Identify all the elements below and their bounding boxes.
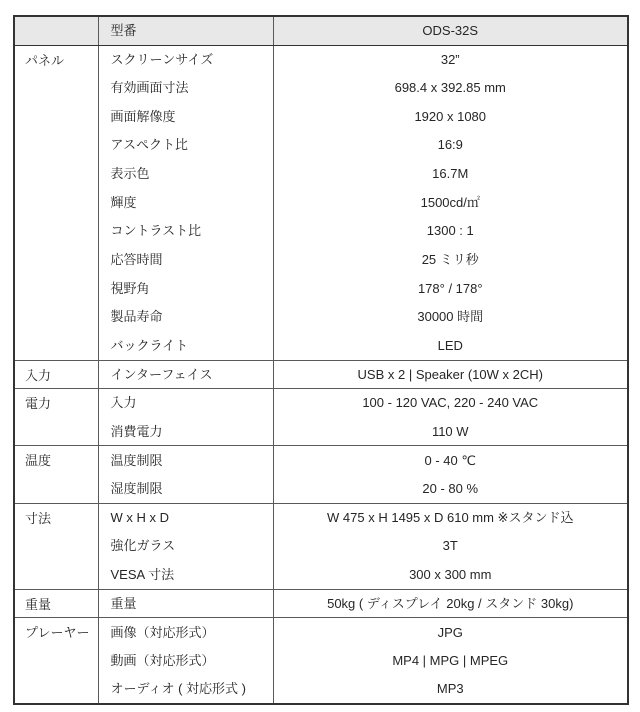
spec-label-cell: 画面解像度	[98, 102, 273, 131]
section-name-cell: 電力	[14, 389, 98, 446]
spec-value-cell: 1300 : 1	[426, 223, 474, 239]
spec-row	[14, 303, 628, 332]
spec-row	[14, 417, 628, 446]
section-name-cell: 寸法	[14, 503, 98, 589]
spec-label-cell: 画像（対応形式）	[98, 618, 273, 647]
spec-label-cell: バックライト	[98, 331, 273, 360]
spec-value-cell: 100 - 120 VAC, 220 - 240 VAC	[273, 389, 628, 418]
spec-label-cell: 有効画面寸法	[98, 74, 273, 103]
spec-label-cell: コントラスト比	[98, 217, 273, 246]
spec-label-cell: 応答時間	[98, 245, 273, 274]
spec-value-cell: 1920 x 1080	[414, 108, 487, 124]
spec-row	[14, 131, 628, 160]
spec-row	[14, 646, 628, 675]
spec-value-cell: LED	[437, 337, 463, 353]
spec-value-cell: 110 W	[431, 423, 469, 439]
spec-label-cell: スクリーンサイズ	[98, 45, 273, 74]
spec-row	[14, 360, 628, 389]
spec-row	[14, 618, 628, 647]
spec-value-cell: 16:9	[437, 137, 463, 153]
spec-row	[14, 45, 628, 74]
section-name-cell: プレーヤー	[14, 618, 98, 704]
spec-value-cell: 50kg ( ディスプレイ 20kg / スタンド 30kg)	[273, 589, 628, 618]
spec-row	[14, 532, 628, 561]
spec-label-cell: アスペクト比	[98, 131, 273, 160]
section-name-cell: 温度	[14, 446, 98, 503]
spec-table-body	[14, 45, 628, 704]
spec-value-cell: JPG	[273, 618, 628, 647]
spec-row	[14, 589, 628, 618]
model-header-row	[14, 16, 628, 45]
spec-label-cell: 表示色	[98, 160, 273, 189]
spec-value-cell: MP3	[436, 681, 464, 697]
spec-row	[14, 274, 628, 303]
spec-value-cell: W 475 x H 1495 x D 610 mm ※スタンド込	[273, 503, 628, 532]
spec-row	[14, 503, 628, 532]
spec-value-cell: 3T	[442, 538, 458, 554]
spec-row	[14, 188, 628, 217]
spec-value-cell: 1500cd/㎡	[420, 194, 480, 210]
model-number-label: 型番	[98, 16, 273, 45]
spec-row	[14, 102, 628, 131]
spec-label-cell: 温度制限	[98, 446, 273, 475]
spec-value-cell: 178° / 178°	[417, 280, 483, 296]
spec-label-cell: 製品寿命	[98, 303, 273, 332]
section-name-cell: 重量	[14, 589, 98, 618]
spec-row	[14, 561, 628, 590]
spec-value-cell: MP4 | MPG | MPEG	[392, 652, 509, 668]
spec-label-cell: 輝度	[98, 188, 273, 217]
spec-value-cell: 25 ミリ秒	[421, 252, 479, 267]
section-name-cell: パネル	[14, 45, 98, 360]
spec-value-cell: 16.7M	[432, 166, 469, 182]
spec-label-cell: インターフェイス	[98, 360, 273, 389]
spec-row	[14, 160, 628, 189]
spec-label-cell: VESA 寸法	[98, 561, 273, 590]
spec-value-cell: 30000 時間	[417, 309, 484, 325]
spec-value-cell: 0 - 40 ℃	[273, 446, 628, 475]
spec-row	[14, 446, 628, 475]
spec-label-cell: 入力	[98, 389, 273, 418]
spec-row	[14, 475, 628, 504]
spec-label-cell: オーディオ ( 対応形式 )	[98, 675, 273, 704]
spec-label-cell: W x H x D	[98, 503, 273, 532]
spec-label-cell: 重量	[98, 589, 273, 618]
product-spec-table	[13, 15, 629, 705]
spec-row	[14, 245, 628, 274]
model-number-value: ODS-32S	[273, 16, 628, 45]
section-name-cell: 入力	[14, 360, 98, 389]
spec-row	[14, 331, 628, 360]
spec-value-cell: 698.4 x 392.85 mm	[394, 80, 506, 96]
spec-row	[14, 389, 628, 418]
spec-label-cell: 湿度制限	[98, 475, 273, 504]
spec-value-cell: 20 - 80 %	[422, 480, 479, 496]
spec-value-cell: 32”	[273, 45, 628, 74]
spec-row	[14, 74, 628, 103]
header-blank-cell	[14, 16, 98, 45]
spec-label-cell: 消費電力	[98, 417, 273, 446]
spec-label-cell: 視野角	[98, 274, 273, 303]
spec-value-cell: USB x 2 | Speaker (10W x 2CH)	[273, 360, 628, 389]
spec-row	[14, 675, 628, 704]
spec-label-cell: 動画（対応形式）	[98, 646, 273, 675]
spec-row	[14, 217, 628, 246]
spec-value-cell: 300 x 300 mm	[409, 566, 492, 582]
spec-label-cell: 強化ガラス	[98, 532, 273, 561]
